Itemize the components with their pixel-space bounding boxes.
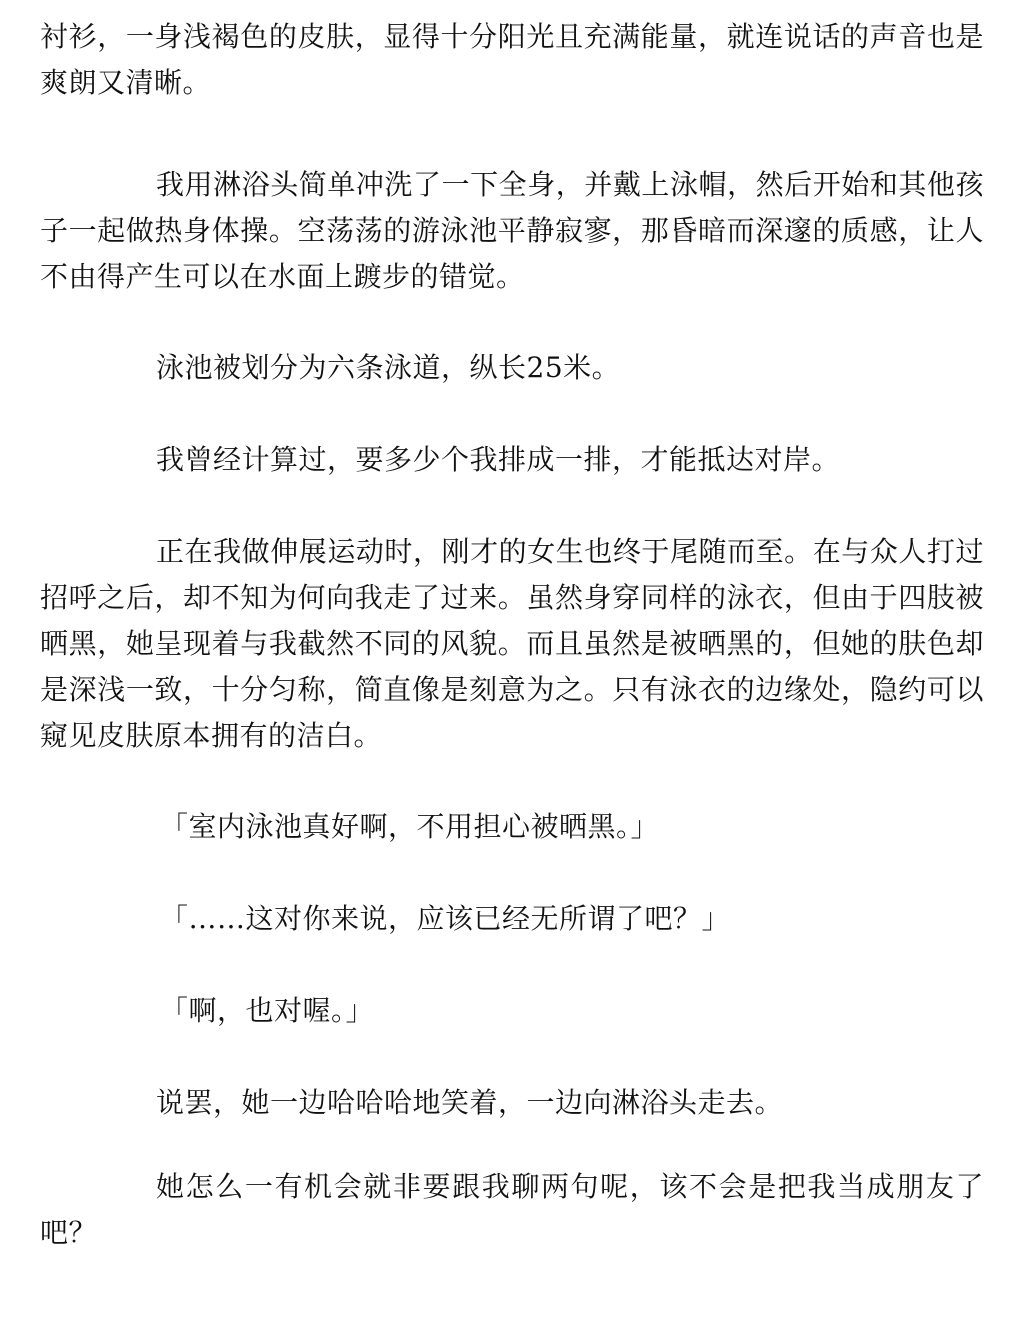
paragraph-7: 她怎么一有机会就非要跟我聊两句呢，该不会是把我当成朋友了吧？ — [40, 1170, 984, 1249]
dialogue-line-3: 「啊，也对喔。」 — [160, 994, 375, 1027]
paragraph-4: 我曾经计算过，要多少个我排成一排，才能抵达对岸。 — [156, 443, 841, 476]
dialogue-line-1: 「室内泳池真好啊，不用担心被晒黑。」 — [160, 810, 660, 843]
dialogue-line-2: 「……这对你来说，应该已经无所谓了吧？」 — [160, 902, 731, 935]
paragraph-2: 我用淋浴头简单冲洗了一下全身，并戴上泳帽，然后开始和其他孩子一起做热身体操。空荡荡的游泳池平静寂寥，那昏暗而深邃的质感，让人不由得产生可以在水面上踱步的错觉。 — [40, 168, 984, 293]
paragraph-3: 泳池被划分为六条泳道，纵长25米。 — [156, 351, 621, 384]
paragraph-1: 衬衫，一身浅褐色的皮肤，显得十分阳光且充满能量，就连说话的声音也是爽朗又清晰。 — [40, 20, 984, 99]
paragraph-5: 正在我做伸展运动时，刚才的女生也终于尾随而至。在与众人打过招呼之后，却不知为何向我走了过来。虽然身穿同样的泳衣，但由于四肢被晒黑，她呈现着与我截然不同的风貌。而且虽然是被晒黑的，但她的肤色却是深浅一致，十分匀称，简直像是刻意为之。只有泳衣的边缘处，隐约可以窥见皮肤原本拥有的洁白。 — [40, 535, 984, 752]
paragraph-6: 说罢，她一边哈哈哈地笑着，一边向淋浴头走去。 — [156, 1086, 784, 1119]
